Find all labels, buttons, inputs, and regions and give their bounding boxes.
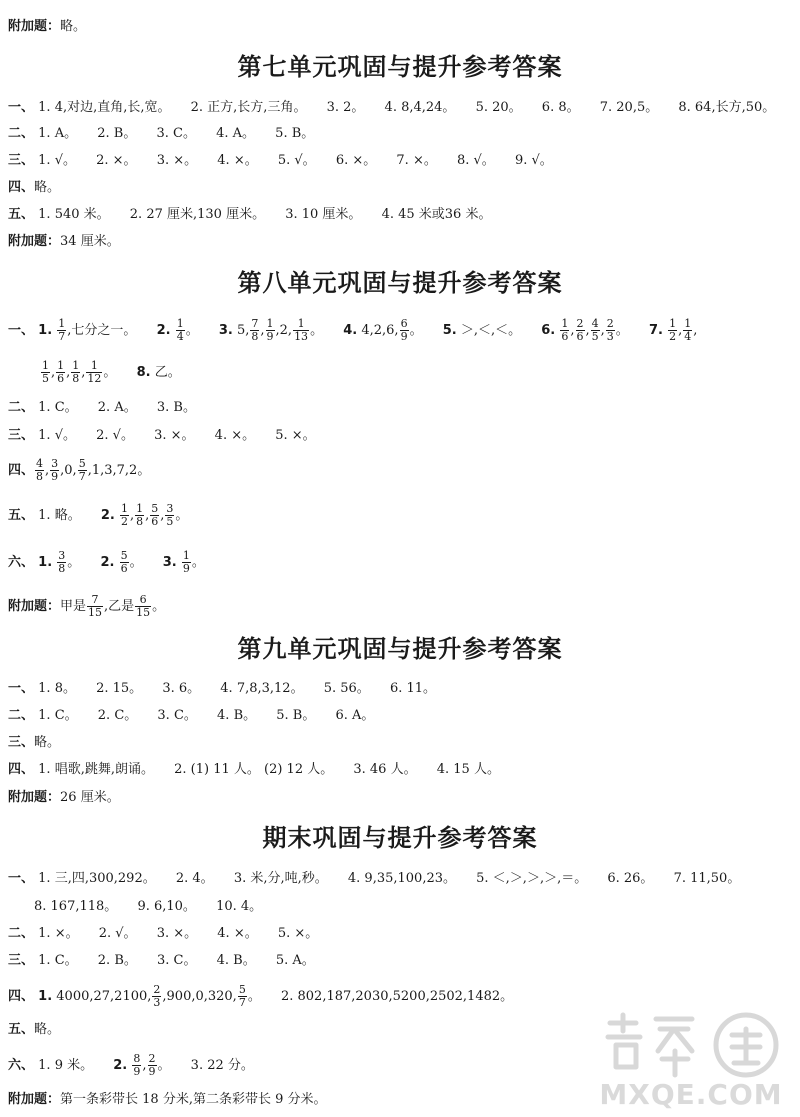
fraction: [50, 458, 59, 483]
numerator: 8: [133, 1052, 141, 1065]
line-head: 六、: [8, 1058, 35, 1073]
numerator: 1: [57, 359, 65, 372]
denominator: 6: [561, 330, 569, 343]
extra-label: 附加题：: [8, 234, 61, 249]
answer-item: 3. 米,分,吨,秒。: [233, 871, 328, 886]
u9-line-4: [8, 761, 500, 779]
answer-item: 2. A。: [97, 400, 137, 415]
answer-item: 3. C。: [156, 126, 196, 141]
denominator: 8: [136, 515, 144, 528]
answer-item: 1. 唱歌,跳舞,朗诵。: [38, 762, 154, 777]
answer-text: 。: [175, 508, 189, 523]
u7-line-3: [8, 152, 553, 170]
answer-item: 2. B。: [97, 126, 137, 141]
fraction: [87, 594, 103, 619]
answer-item: [38, 549, 81, 575]
numerator: 1: [266, 317, 274, 330]
answer-item: [100, 549, 143, 575]
denominator: 8: [58, 562, 66, 575]
answer-item: 3. C。: [157, 708, 197, 723]
numerator: 1: [86, 360, 102, 373]
watermark-text: MXQE.COM: [599, 1078, 783, 1111]
answer-item: 9. 6,10。: [137, 899, 196, 914]
fraction: [120, 550, 129, 575]
answer-item: 1. C。: [38, 708, 78, 723]
fraction: [135, 503, 144, 528]
answer-item: 1. √。: [38, 153, 76, 168]
answer-item: 5. ＜,＞,＞,＞,＝。: [476, 871, 588, 886]
answer-item: 1. √。: [38, 428, 76, 443]
denominator: 9: [182, 562, 190, 575]
q-number: 1.: [38, 323, 53, 338]
numerator: 1: [669, 317, 677, 330]
final-line-1: [8, 870, 740, 888]
fraction: [606, 318, 615, 343]
numerator: 2: [606, 317, 614, 330]
numerator: 4: [36, 457, 44, 470]
final-line-1-cont: [34, 898, 262, 916]
numerator: 2: [153, 983, 161, 996]
section-title-final: 期末巩固与提升参考答案: [262, 824, 538, 852]
answer-item: 3. ×。: [154, 428, 195, 443]
fraction: [293, 318, 309, 343]
answer-item: [38, 317, 140, 343]
extra-text: 略。: [60, 19, 87, 34]
answer-item: 7. $\frac{1}{2}$ , $\frac{1}{4}$ ,: [648, 317, 698, 343]
denominator: 9: [148, 1065, 156, 1078]
answer-text: 。: [615, 323, 629, 338]
answer-item: 2. 15。: [96, 681, 143, 696]
denominator: 4: [176, 330, 184, 343]
answer-item: 4. 7,8,3,12。: [220, 681, 304, 696]
numerator: 1: [182, 549, 190, 562]
answer-item: 2. 802,187,2030,5200,2502,1482。: [280, 989, 514, 1004]
answer-text: ,1,3,7,2。: [87, 463, 151, 478]
answer-item: 7. 11,50。: [673, 871, 741, 886]
answer-text: ,乙是: [104, 599, 135, 614]
u7-line-extra: [8, 233, 120, 251]
fraction: [120, 503, 129, 528]
q-number: 2.: [113, 1058, 128, 1073]
answer-text: 。: [409, 323, 423, 338]
numerator: 1: [58, 317, 66, 330]
line-head: 一、: [8, 100, 35, 115]
extra-label: 附加题：: [8, 1092, 61, 1107]
q-number: 1.: [38, 989, 53, 1004]
answer-item: 4. 45 米或36 米。: [381, 207, 492, 222]
numerator: 4: [591, 317, 599, 330]
denominator: 4: [684, 330, 692, 343]
answer-item: 2. 正方,长方,三角。: [190, 100, 307, 115]
answer-item: 6. 11。: [389, 681, 437, 696]
answer-item: 3. 5, $\frac{7}{8}$ , $\frac{1}{9}$ ,2, $\frac{1}{13}$ 。: [218, 317, 324, 343]
answer-item: 3. C。: [157, 953, 197, 968]
numerator: 2: [576, 317, 584, 330]
answer-item: 2. 27 厘米,130 厘米。: [129, 207, 266, 222]
answer-item: 2. √。: [98, 926, 137, 941]
answer-item: 1. 三,四,300,292。: [38, 871, 156, 886]
q-number: 4.: [343, 323, 358, 338]
line-head: 一、: [8, 323, 35, 338]
answer-item: 4. B。: [216, 953, 256, 968]
line-head: 六、: [8, 555, 35, 570]
answer-item: 3. 10 厘米。: [285, 207, 362, 222]
final-line-4: [8, 984, 513, 1009]
watermark-logo-icon: [596, 1005, 786, 1085]
numerator: 7: [251, 317, 259, 330]
denominator: 2: [669, 330, 677, 343]
answer-item: [443, 323, 526, 338]
final-line-6: [8, 1053, 254, 1078]
answer-item: [137, 365, 181, 380]
numerator: 3: [166, 502, 174, 515]
numerator: 5: [238, 983, 246, 996]
answer-item: 10. 4。: [216, 899, 263, 914]
numerator: 6: [400, 317, 408, 330]
answer-item: 5. B。: [275, 126, 315, 141]
answer-text: 。: [191, 555, 205, 570]
answer-text: 。: [129, 555, 143, 570]
fraction: [591, 318, 600, 343]
answer-item: 4. 8,4,24。: [384, 100, 456, 115]
answer-item: 1. 4,对边,直角,长,宽。: [38, 100, 171, 115]
answer-text: 。: [157, 1058, 171, 1073]
u8-line-1-cont: [40, 360, 181, 385]
answer-item: 2. ×。: [96, 153, 137, 168]
line-head: 四、: [8, 989, 35, 1004]
extra-label: 附加题：: [8, 19, 61, 34]
fraction: [400, 318, 409, 343]
q-number: 8.: [136, 365, 151, 380]
fraction: [135, 594, 151, 619]
q-number: 2.: [100, 555, 115, 570]
answer-item: 2. (1) 11 人。 (2) 12 人。: [174, 762, 334, 777]
answer-item: 3. 2。: [326, 100, 365, 115]
answer-item: 5. B。: [276, 708, 316, 723]
numerator: 1: [684, 317, 692, 330]
answer-item: 4. 15 人。: [436, 762, 500, 777]
numerator: 3: [51, 457, 59, 470]
u8-line-6: [8, 550, 205, 575]
section-title-unit8: 第八单元巩固与提升参考答案: [237, 269, 563, 297]
numerator: 1: [176, 317, 184, 330]
answer-item: 3. 22 分。: [190, 1058, 254, 1073]
answer-item: 5. √。: [277, 153, 316, 168]
q-number: 7.: [648, 323, 663, 338]
answer-item: 2. $\frac{8}{9}$ , $\frac{2}{9}$ 。: [113, 1052, 171, 1078]
fraction: [148, 1053, 157, 1078]
line-head: 二、: [8, 400, 35, 415]
denominator: 5: [591, 330, 599, 343]
answer-item: 6. $\frac{1}{6}$ , $\frac{2}{6}$ , $\frac{4}{5}$ , $\frac{2}{3}$ 。: [541, 317, 629, 343]
answer-item: 2. $\frac{1}{2}$ , $\frac{1}{8}$ , $\frac{5}{6}$ , $\frac{3}{5}$ 。: [100, 502, 189, 528]
u8-line-extra: [8, 594, 165, 619]
answer-item: [38, 983, 265, 1009]
answer-item: 5. ×。: [277, 926, 319, 941]
u7-line-4: [8, 179, 60, 197]
fraction: [266, 318, 275, 343]
q-number: 6.: [541, 323, 556, 338]
answer-text: 34 厘米。: [60, 234, 120, 249]
fraction: [41, 360, 50, 385]
final-line-extra: [8, 1091, 327, 1109]
denominator: 8: [72, 372, 80, 385]
numerator: 1: [72, 359, 80, 372]
q-number: 5.: [442, 323, 457, 338]
answer-item: 9. √。: [514, 153, 553, 168]
final-line-3: [8, 952, 315, 970]
answer-item: 7. 20,5。: [599, 100, 659, 115]
answer-item: 4. A。: [216, 126, 256, 141]
u8-line-2: [8, 399, 196, 417]
u8-line-3: [8, 427, 316, 445]
answer-item: 4. 9,35,100,23。: [347, 871, 456, 886]
answer-item: 5. 56。: [323, 681, 370, 696]
answer-item: 1. 8。: [38, 681, 76, 696]
watermark: [596, 1005, 786, 1115]
line-head: 三、: [8, 153, 35, 168]
fraction: [560, 318, 569, 343]
answer-item: 4. ×。: [217, 153, 258, 168]
u9-line-1: [8, 680, 436, 698]
extra-label: 附加题：: [8, 790, 61, 805]
u8-line-1: [8, 318, 697, 343]
line-head: 三、: [8, 953, 35, 968]
answer-text: 。: [67, 555, 81, 570]
answer-item: 4. ×。: [214, 428, 256, 443]
section-title-unit9: 第九单元巩固与提升参考答案: [237, 635, 563, 663]
answer-item: [156, 317, 203, 343]
denominator: 7: [58, 330, 66, 343]
q-number: 2.: [156, 323, 171, 338]
fraction: [57, 550, 66, 575]
fraction: [150, 503, 159, 528]
fraction: [176, 318, 185, 343]
q-number: 2.: [100, 508, 115, 523]
u8-line-5: [8, 503, 188, 528]
numerator: 1: [120, 502, 128, 515]
line-head: 一、: [8, 871, 35, 886]
denominator: 9: [400, 330, 408, 343]
answer-text: ,2,: [275, 323, 293, 338]
fraction: [86, 360, 102, 385]
numerator: 3: [58, 549, 66, 562]
denominator: 3: [153, 996, 161, 1009]
answer-text: 4,2,6,: [361, 323, 399, 338]
denominator: 5: [166, 515, 174, 528]
answer-item: $\frac{1}{5}$ , $\frac{1}{6}$ , $\frac{1}{8}$ , $\frac{1}{12}$ 。: [42, 359, 117, 385]
answer-item: 5. A。: [275, 953, 315, 968]
denominator: 9: [133, 1065, 141, 1078]
denominator: 15: [88, 606, 103, 619]
line-head: 五、: [8, 1022, 35, 1037]
denominator: 13: [294, 330, 309, 343]
answer-text: 。: [185, 323, 199, 338]
fraction: [238, 984, 247, 1009]
denominator: 2: [120, 515, 128, 528]
numerator: 1: [42, 359, 49, 372]
answer-text: 略。: [34, 180, 61, 195]
line-head: 四、: [8, 463, 35, 478]
numerator: 1: [136, 502, 144, 515]
denominator: 7: [78, 470, 86, 483]
answer-text: 。: [152, 599, 166, 614]
final-line-2: [8, 925, 318, 943]
numerator: 6: [135, 594, 151, 607]
fraction: [152, 984, 161, 1009]
answer-item: 3. 46 人。: [353, 762, 417, 777]
u7-line-1: [8, 99, 775, 117]
answer-text: 。: [310, 323, 324, 338]
q-number: 3.: [162, 555, 177, 570]
answer-text: 26 厘米。: [60, 790, 120, 805]
line-head: 三、: [8, 428, 35, 443]
line-head: 二、: [8, 708, 35, 723]
answer-text: 乙。: [154, 365, 181, 380]
answer-item: 6. A。: [335, 708, 375, 723]
u9-line-extra: [8, 789, 120, 807]
q-number: 1.: [38, 555, 53, 570]
denominator: 6: [576, 330, 584, 343]
answer-item: 5. 20。: [475, 100, 522, 115]
answer-item: 5. ×。: [275, 428, 316, 443]
answer-item: 6. ×。: [335, 153, 377, 168]
fraction: [71, 360, 80, 385]
answer-item: 1. 540 米。: [38, 207, 110, 222]
answer-item: 1. 略。: [38, 508, 81, 523]
fraction: [250, 318, 259, 343]
fraction: [576, 318, 585, 343]
denominator: 9: [51, 470, 59, 483]
top-extra-line: [8, 18, 86, 36]
numerator: 5: [120, 549, 128, 562]
fraction: [668, 318, 677, 343]
answer-text: 略。: [34, 735, 61, 750]
fraction: [182, 550, 191, 575]
answer-item: 6. 26。: [607, 871, 654, 886]
numerator: 5: [151, 502, 159, 515]
extra-label: 附加题：: [8, 599, 61, 614]
denominator: 9: [266, 330, 274, 343]
answer-text: ,0,: [60, 463, 77, 478]
answer-item: 4. ×。: [217, 926, 258, 941]
fraction: [35, 458, 44, 483]
answer-item: 2. √。: [96, 428, 134, 443]
answer-item: 8. 167,118。: [34, 899, 118, 914]
numerator: 2: [148, 1052, 156, 1065]
final-line-5: [8, 1021, 60, 1039]
fraction: [56, 360, 65, 385]
numerator: 5: [78, 457, 86, 470]
q-number: 3.: [218, 323, 233, 338]
denominator: 12: [87, 372, 102, 385]
answer-item: 2. B。: [97, 953, 137, 968]
answer-text: 。: [103, 365, 117, 380]
denominator: 7: [238, 996, 246, 1009]
answer-item: 2. 4。: [175, 871, 214, 886]
denominator: 8: [36, 470, 44, 483]
denominator: 8: [251, 330, 259, 343]
denominator: 3: [606, 330, 614, 343]
line-head: 二、: [8, 926, 35, 941]
denominator: 6: [57, 372, 65, 385]
line-head: 四、: [8, 762, 35, 777]
section-title-unit7: 第七单元巩固与提升参考答案: [237, 53, 563, 81]
answer-item: 3. B。: [156, 400, 196, 415]
fraction: [78, 458, 87, 483]
u9-line-3: [8, 734, 60, 752]
answer-item: 3. 6。: [162, 681, 201, 696]
answer-item: 3. ×。: [156, 926, 198, 941]
answer-item: 1. A。: [38, 126, 78, 141]
fraction: [57, 318, 66, 343]
numerator: 1: [561, 317, 569, 330]
denominator: 15: [136, 606, 151, 619]
numerator: 7: [87, 594, 103, 607]
answer-text: 5,: [236, 323, 250, 338]
numerator: 1: [293, 318, 309, 331]
answer-item: [343, 317, 427, 343]
answer-item: [162, 549, 205, 575]
answer-item: 1. C。: [38, 400, 78, 415]
answer-item: 8. √。: [456, 153, 495, 168]
answer-text: ,七分之一。: [67, 323, 137, 338]
denominator: 5: [42, 372, 49, 385]
line-head: 二、: [8, 126, 35, 141]
u8-line-4: 四、 $\frac{4}{8}$ , $\frac{3}{9}$ ,0, $\frac{5}{7}$ ,1,3,7,2。: [8, 457, 151, 483]
fraction: [165, 503, 174, 528]
answer-item: 1. ×。: [38, 926, 79, 941]
line-head: 一、: [8, 681, 35, 696]
u7-line-2: [8, 125, 314, 143]
fraction: [683, 318, 692, 343]
answer-text: 4000,27,2100,: [56, 989, 152, 1004]
denominator: 6: [151, 515, 159, 528]
line-head: 五、: [8, 508, 35, 523]
answer-item: 8. 64,长方,50。: [678, 100, 776, 115]
answer-text: ＞,＜,＜。: [460, 323, 522, 338]
u9-line-2: [8, 707, 374, 725]
answer-text: 略。: [34, 1022, 61, 1037]
answer-text: 甲是: [60, 599, 87, 614]
fraction: [132, 1053, 141, 1078]
line-head: 五、: [8, 207, 35, 222]
line-head: 三、: [8, 735, 35, 750]
denominator: 6: [120, 562, 128, 575]
answer-text: 。: [247, 989, 261, 1004]
answer-item: 3. ×。: [156, 153, 198, 168]
answer-item: 2. C。: [97, 708, 138, 723]
answer-text: 第一条彩带长 18 分米,第二条彩带长 9 分米。: [60, 1092, 327, 1107]
answer-item: 7. ×。: [396, 153, 437, 168]
answer-item: 1. C。: [38, 953, 78, 968]
answer-item: 1. 9 米。: [38, 1058, 94, 1073]
answer-text: ,900,0,320,: [162, 989, 237, 1004]
line-head: 四、: [8, 180, 35, 195]
u7-line-5: [8, 206, 491, 224]
answer-item: 6. 8。: [541, 100, 580, 115]
answer-item: 4. B。: [217, 708, 257, 723]
